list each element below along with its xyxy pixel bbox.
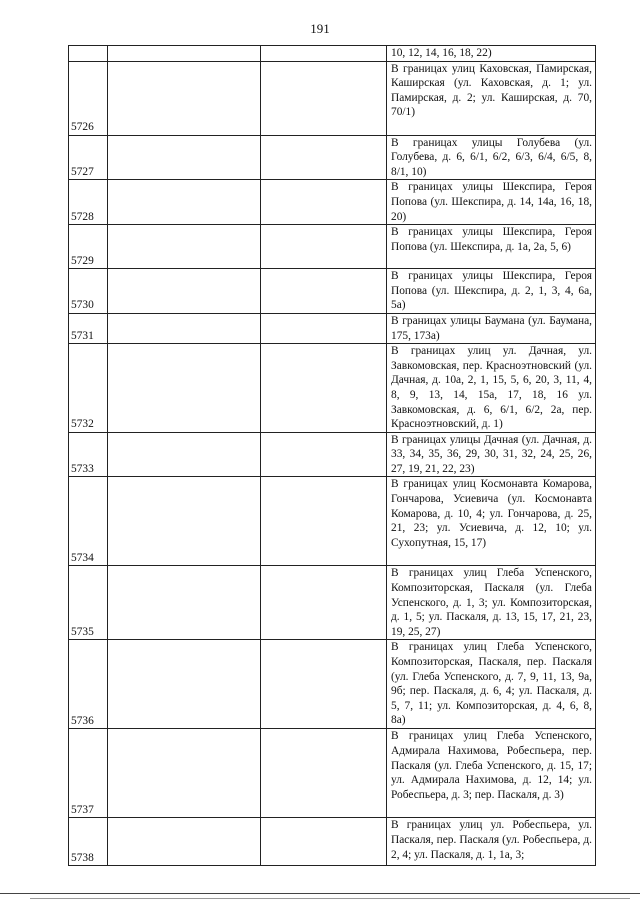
- table-row: [69, 46, 596, 62]
- empty-cell: [261, 477, 387, 566]
- empty-cell: [108, 432, 261, 477]
- bottom-rule: [0, 893, 640, 894]
- table-row: [69, 225, 596, 269]
- empty-cell: [108, 135, 261, 180]
- district-boundary-text: В границах улиц Глеба Успенского, Адмирала Нахимова, Робеспьера, пер. Паскаля (ул. Глеба Успенского, д. 15, 17; ул. Адмирала Нахимова, д. 12, 14; ул. Робеспьера, д. 3; пер. Паскаля, д. 3): [387, 729, 596, 818]
- table-row: [69, 269, 596, 314]
- empty-cell: [261, 135, 387, 180]
- table-row: [69, 313, 596, 343]
- empty-cell: [108, 61, 261, 135]
- empty-cell: [261, 180, 387, 225]
- table-row: [69, 432, 596, 477]
- district-number: 5727: [69, 135, 108, 180]
- empty-cell: [108, 225, 261, 269]
- empty-cell: [261, 818, 387, 866]
- district-number: 5728: [69, 180, 108, 225]
- district-boundary-text: В границах улицы Шекспира, Героя Попова (ул. Шекспира, д. 2, 1, 3, 4, 6а, 5а): [387, 269, 596, 314]
- empty-cell: [108, 269, 261, 314]
- page-number: 191: [310, 21, 330, 36]
- empty-cell: [108, 344, 261, 433]
- table-row: [69, 477, 596, 566]
- empty-cell: [108, 566, 261, 640]
- empty-cell: [261, 566, 387, 640]
- empty-cell: [261, 432, 387, 477]
- empty-cell: [108, 818, 261, 866]
- district-number: 5733: [69, 432, 108, 477]
- district-number: 5730: [69, 269, 108, 314]
- district-boundary-text: В границах улицы Шекспира, Героя Попова (ул. Шекспира, д. 1а, 2а, 5, 6): [387, 225, 596, 269]
- table-row: [69, 61, 596, 135]
- district-number: 5734: [69, 477, 108, 566]
- table-row: [69, 818, 596, 866]
- district-boundary-text: В границах улицы Шекспира, Героя Попова (ул. Шекспира, д. 14, 14а, 16, 18, 20): [387, 180, 596, 225]
- district-boundary-text: В границах улицы Голубева (ул. Голубева, д. 6, 6/1, 6/2, 6/3, 6/4, 6/5, 8, 8/1, 10): [387, 135, 596, 180]
- empty-cell: [261, 729, 387, 818]
- district-number: 5735: [69, 566, 108, 640]
- district-boundary-text: В границах улиц Космонавта Комарова, Гончарова, Усиевича (ул. Космонавта Комарова, д. 10, 4; ул. Гончарова, д. 25, 21, 23; ул. Усиевича, д. 12, 10; ул. Сухопутная, 15, 17): [387, 477, 596, 566]
- district-number: 5738: [69, 818, 108, 866]
- district-boundary-text: 10, 12, 14, 16, 18, 22): [387, 46, 596, 62]
- district-boundary-text: В границах улицы Баумана (ул. Баумана, 175, 173а): [387, 313, 596, 343]
- empty-cell: [261, 269, 387, 314]
- district-number: [69, 46, 108, 62]
- district-boundary-text: В границах улиц Глеба Успенского, Композиторская, Паскаля, пер. Паскаля (ул. Глеба Успенского, д. 7, 9, 11, 13, 9а, 9б; пер. Паскаля, д. 6, 4; ул. Паскаля, д. 5, 7, 11; ул. Композиторская, д. 4, 6, 8, 8а): [387, 640, 596, 729]
- table-row: [69, 729, 596, 818]
- district-boundary-text: В границах улиц ул. Робеспьера, ул. Паскаля, пер. Паскаля (ул. Робеспьера, д. 2, 4; ул. Паскаля, д. 1, 1а, 3;: [387, 818, 596, 866]
- district-boundary-text: В границах улиц Глеба Успенского, Композиторская, Паскаля (ул. Глеба Успенского, д. 1, 3; ул. Композиторская, д. 1, 5; ул. Паскаля, д. 13, 15, 17, 21, 23, 19, 25, 27): [387, 566, 596, 640]
- district-number: 5732: [69, 344, 108, 433]
- bottom-rule: [30, 898, 630, 899]
- district-number: 5731: [69, 313, 108, 343]
- district-number: 5737: [69, 729, 108, 818]
- empty-cell: [261, 225, 387, 269]
- empty-cell: [108, 313, 261, 343]
- district-boundary-text: В границах улицы Дачная (ул. Дачная, д. 33, 34, 35, 36, 29, 30, 31, 32, 24, 25, 26, 27, 19, 21, 22, 23): [387, 432, 596, 477]
- district-number: 5729: [69, 225, 108, 269]
- empty-cell: [108, 46, 261, 62]
- district-boundary-text: В границах улиц Каховская, Памирская, Каширская (ул. Каховская, д. 1; ул. Памирская, д. 2; ул. Каширская, д. 70, 70/1): [387, 61, 596, 135]
- empty-cell: [261, 46, 387, 62]
- table-row: [69, 180, 596, 225]
- district-number: 5736: [69, 640, 108, 729]
- empty-cell: [108, 477, 261, 566]
- empty-cell: [261, 61, 387, 135]
- empty-cell: [261, 344, 387, 433]
- empty-cell: [108, 640, 261, 729]
- district-boundary-text: В границах улиц ул. Дачная, ул. Завкомовская, пер. Красноэтновский (ул. Дачная, д. 10а, 2, 1, 15, 5, 6, 20, 3, 11, 4, 8, 9, 13, 14, 15а, 17, 18, 16 ул. Завкомовская, д. 6, 6/1, 6/2, 2а, пер. Красноэтновский, д. 1): [387, 344, 596, 433]
- empty-cell: [261, 640, 387, 729]
- empty-cell: [261, 313, 387, 343]
- table-row: [69, 135, 596, 180]
- table-row: [69, 344, 596, 433]
- district-number: 5726: [69, 61, 108, 135]
- empty-cell: [108, 729, 261, 818]
- polling-districts-table: [68, 45, 596, 866]
- table-row: [69, 640, 596, 729]
- table-row: [69, 566, 596, 640]
- empty-cell: [108, 180, 261, 225]
